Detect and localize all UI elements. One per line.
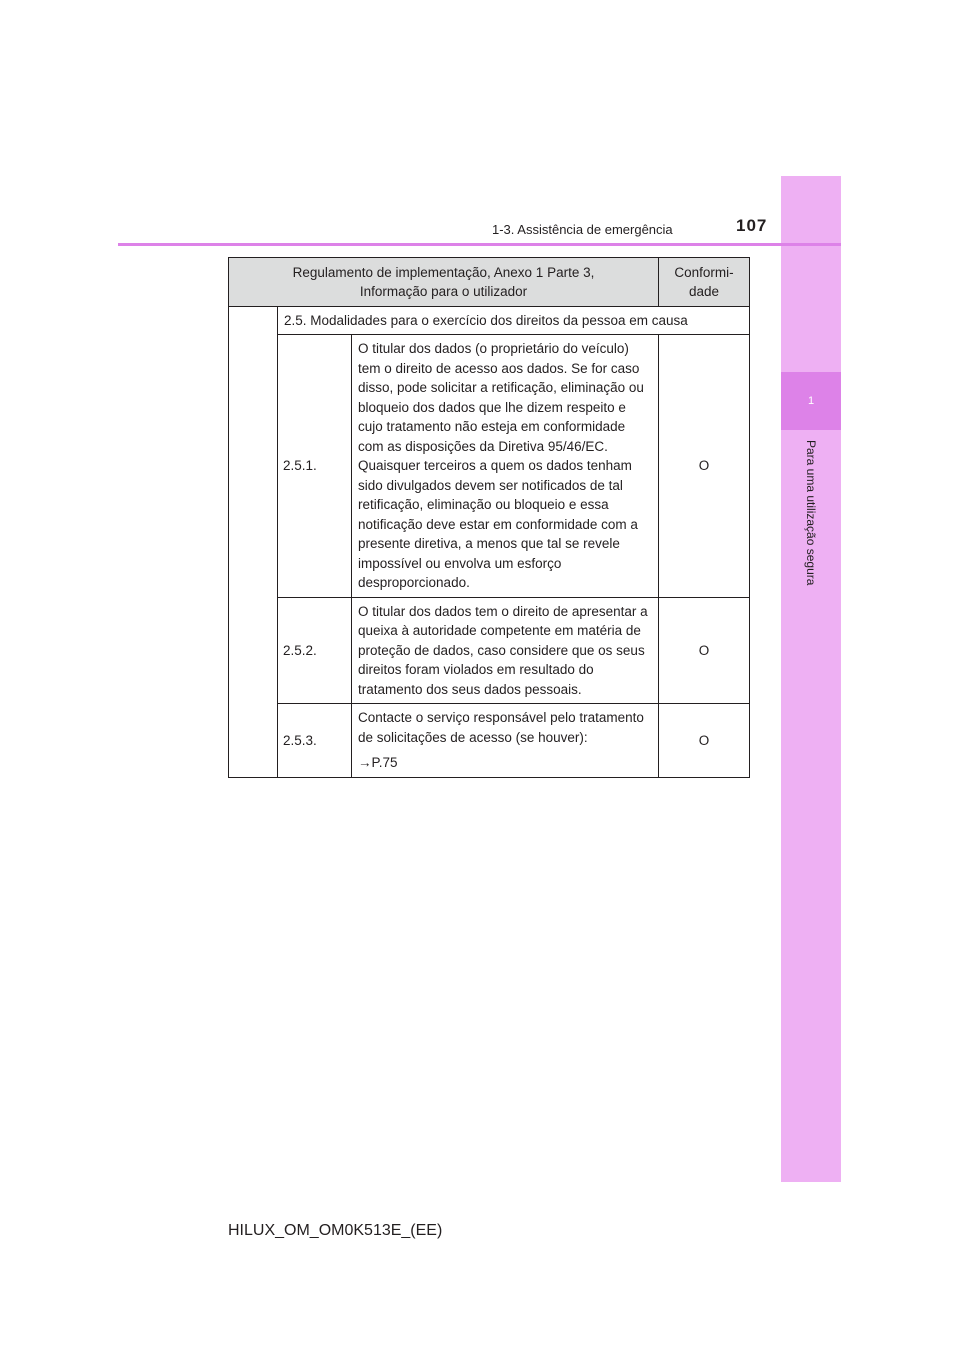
section-title: 1-3. Assistência de emergência bbox=[492, 222, 673, 237]
row-conformity: O bbox=[659, 597, 750, 704]
header-divider bbox=[118, 243, 841, 246]
row-number: 2.5.2. bbox=[278, 597, 352, 704]
row-conformity: O bbox=[659, 704, 750, 778]
header-conformity-line-1: Conformi- bbox=[674, 264, 734, 280]
row-text: Contacte o serviço responsável pelo tratamento de solicitações de acesso (se houver): bbox=[358, 710, 644, 745]
header-conformity-line-2: dade bbox=[688, 284, 720, 299]
chapter-label: Para uma utilização segura bbox=[804, 440, 818, 586]
subheading-row bbox=[229, 307, 750, 335]
table-row bbox=[229, 335, 750, 598]
row-text: O titular dos dados tem o direito de apresentar a queixa à autoridade competente em matéria de proteção de dados, caso considere que os seus direitos foram violados em resultado do tratamento dos seus dados pessoais. bbox=[352, 597, 659, 704]
row-number: 2.5.3. bbox=[278, 704, 352, 778]
row-text-cell bbox=[352, 704, 659, 778]
page-number: 107 bbox=[736, 216, 768, 235]
subheading-cell: 2.5. Modalidades para o exercício dos direitos da pessoa em causa bbox=[278, 307, 750, 335]
header-regulation-line-2: Informação para o utilizador bbox=[359, 284, 528, 299]
side-chapter-tab bbox=[781, 176, 841, 1182]
table-header-row bbox=[229, 258, 750, 307]
chapter-number: 1 bbox=[781, 372, 841, 430]
page-reference-link[interactable]: →P.75 bbox=[358, 755, 398, 770]
header-regulation-line-1: Regulamento de implementação, Anexo 1 Parte 3, bbox=[292, 264, 595, 280]
row-text: O titular dos dados (o proprietário do veículo) tem o direito de acesso aos dados. Se for caso disso, pode solicitar a retificação, eliminação ou bloqueio dos dados que lhe dizem respeito e cujo tratamento não esteja em conformidade com as disposições da Diretiva 95/46/EC. Quaisquer terceiros a quem os dados tenham sido divulgados devem ser notificados de tal retificação, eliminação ou bloqueio e essa notificação deve estar em conformidade com a presente diretiva, a menos que tal se revele impossível ou envolva um esforço desproporcionado. bbox=[352, 335, 659, 598]
table-row bbox=[229, 597, 750, 704]
row-conformity: O bbox=[659, 335, 750, 598]
header-regulation bbox=[229, 258, 659, 307]
header-conformity bbox=[659, 258, 750, 307]
conformity-table bbox=[228, 257, 750, 778]
row-number: 2.5.1. bbox=[278, 335, 352, 598]
indent-cell bbox=[229, 307, 278, 778]
table-row bbox=[229, 704, 750, 778]
document-code: HILUX_OM_OM0K513E_(EE) bbox=[228, 1222, 443, 1239]
